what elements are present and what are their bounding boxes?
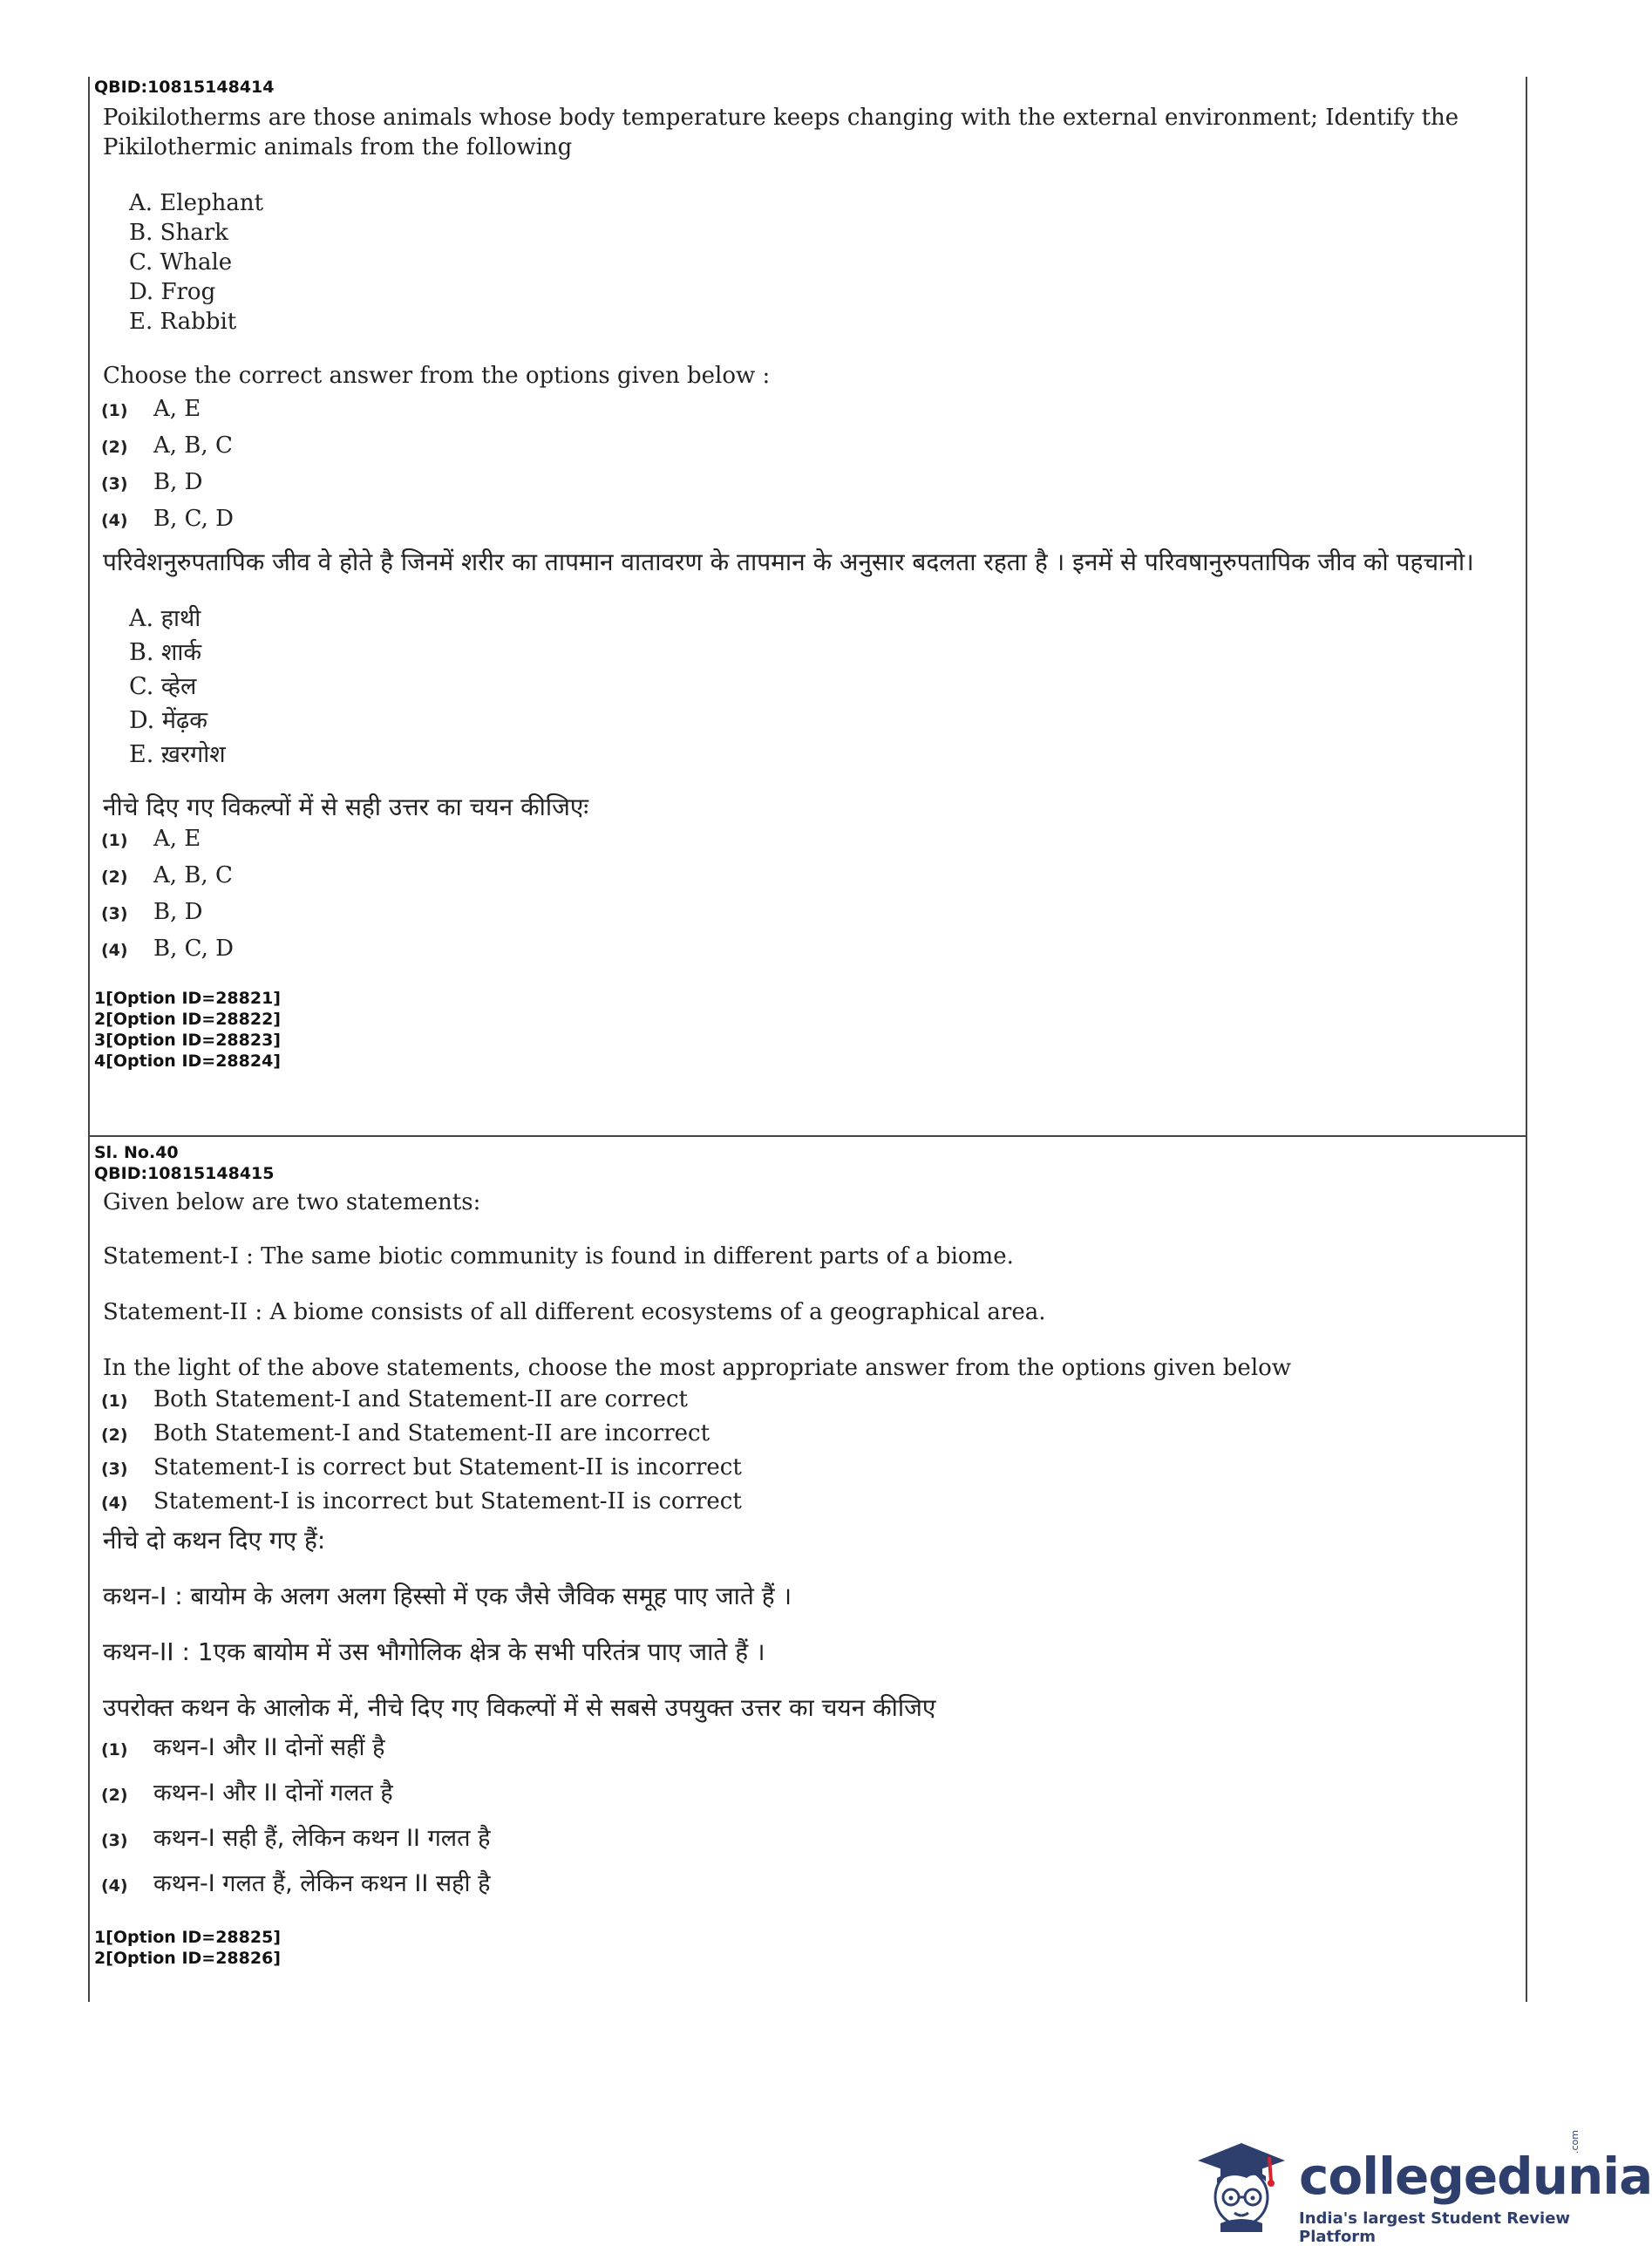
- option-4: [94, 1866, 1515, 1911]
- option-1: [94, 826, 1515, 862]
- logo-tagline: India's largest Student Review Platform: [1299, 2209, 1571, 2246]
- list-item: B. शार्क: [129, 639, 202, 666]
- option-id: 2[Option ID=28826]: [94, 1949, 281, 1968]
- list-item: E. Rabbit: [129, 309, 237, 335]
- serial-number: Sl. No.40: [94, 1143, 179, 1162]
- option-text: A, B, C: [153, 432, 233, 459]
- option-text: B, D: [153, 469, 203, 495]
- question-stem-hindi: परिवेशनुरुपतापिक जीव वे होते है जिनमें शरीर का तापमान वातावरण के तापमान के अनुसार बदलता रहता है । इनमें से परिवषानुरुपतापिक जीव को पहचानो।: [103, 548, 1474, 576]
- option-text: Statement-I is incorrect but Statement-II is correct: [153, 1488, 742, 1514]
- option-text: कथन-I गलत हैं, लेकिन कथन II सही है: [153, 1870, 491, 1897]
- list-item: C. Whale: [129, 249, 233, 276]
- option-id-list: [94, 1927, 1515, 1969]
- option-1: [94, 1386, 1515, 1420]
- student-mascot-icon: [1186, 2127, 1290, 2232]
- option-number: (2): [101, 1426, 128, 1445]
- option-3: [94, 899, 1515, 936]
- list-item: D. मेंढ़क: [129, 707, 207, 734]
- choose-instruction-english: In the light of the above statements, choose the most appropriate answer from the options given below: [103, 1355, 1292, 1381]
- option-3: [94, 1821, 1515, 1866]
- option-text: B, C, D: [153, 506, 234, 532]
- statement-2-english: Statement-II : A biome consists of all different ecosystems of a geographical area.: [103, 1299, 1046, 1325]
- option-id: 1[Option ID=28825]: [94, 1928, 281, 1947]
- option-number: (3): [101, 904, 128, 923]
- option-number: (2): [101, 868, 128, 887]
- question-block-2: [94, 1142, 1515, 1969]
- option-2: [94, 1775, 1515, 1821]
- options-english: [94, 1386, 1515, 1522]
- statement-1-hindi: कथन-I : बायोम के अलग अलग हिस्सो में एक जैसे जैविक समूह पाए जाते हैं ।: [103, 1582, 792, 1610]
- option-id: 2[Option ID=28822]: [94, 1010, 281, 1029]
- option-number: (1): [101, 831, 128, 850]
- choose-instruction-hindi: उपरोक्त कथन के आलोक में, नीचे दिए गए विकल्पों में से सबसे उपयुक्त उत्तर का चयन कीजिए: [103, 1693, 936, 1722]
- option-2: [94, 1420, 1515, 1454]
- option-id-list: [94, 988, 1515, 1072]
- option-id: 3[Option ID=28823]: [94, 1031, 281, 1050]
- option-number: (1): [101, 1392, 128, 1411]
- choose-instruction-english: Choose the correct answer from the options given below :: [103, 363, 771, 389]
- option-text: कथन-I और II दोनों सहीं है: [153, 1734, 385, 1761]
- option-1: [94, 396, 1515, 432]
- qbid: QBID:10815148414: [94, 78, 275, 97]
- option-text: B, D: [153, 899, 203, 925]
- option-4: [94, 936, 1515, 972]
- option-text: A, B, C: [153, 862, 233, 888]
- option-2: [94, 862, 1515, 899]
- option-number: (3): [101, 1460, 128, 1479]
- list-item: A. Elephant: [129, 190, 264, 216]
- options-english: [94, 396, 1515, 542]
- logo-dotcom: .com: [1569, 2130, 1581, 2154]
- frame-left-border: [88, 77, 90, 2002]
- option-number: (4): [101, 511, 128, 530]
- collegedunia-logo: [1186, 2127, 1652, 2246]
- option-number: (2): [101, 438, 128, 457]
- list-item: A. हाथी: [129, 605, 201, 632]
- option-2: [94, 432, 1515, 469]
- question-block-1: [94, 77, 1515, 1072]
- option-text: A, E: [153, 826, 201, 852]
- option-id: 1[Option ID=28821]: [94, 989, 281, 1008]
- frame-right-border: [1526, 77, 1527, 2002]
- option-number: (1): [101, 1740, 128, 1759]
- option-number: (3): [101, 474, 128, 493]
- list-item: D. Frog: [129, 279, 216, 305]
- option-text: Statement-I is correct but Statement-II is incorrect: [153, 1454, 742, 1480]
- options-hindi: [94, 1730, 1515, 1911]
- list-item: B. Shark: [129, 220, 228, 246]
- choose-instruction-hindi: नीचे दिए गए विकल्पों में से सही उत्तर का चयन कीजिएः: [103, 793, 589, 821]
- option-4: [94, 1488, 1515, 1522]
- option-text: कथन-I और II दोनों गलत है: [153, 1780, 393, 1807]
- option-number: (2): [101, 1786, 128, 1805]
- option-3: [94, 1454, 1515, 1488]
- option-number: (4): [101, 941, 128, 960]
- option-text: B, C, D: [153, 936, 234, 962]
- options-hindi: [94, 826, 1515, 972]
- statement-2-hindi: कथन-II : 1एक बायोम में उस भौगोलिक क्षेत्र के सभी परितंत्र पाए जाते हैं ।: [103, 1637, 765, 1666]
- option-number: (4): [101, 1876, 128, 1895]
- option-number: (1): [101, 401, 128, 420]
- option-text: Both Statement-I and Statement-II are correct: [153, 1386, 688, 1412]
- option-text: Both Statement-I and Statement-II are incorrect: [153, 1420, 710, 1446]
- option-number: (3): [101, 1831, 128, 1850]
- item-list-english: [129, 188, 1515, 337]
- option-1: [94, 1730, 1515, 1775]
- intro-hindi: नीचे दो कथन दिए गए हैं:: [103, 1526, 326, 1555]
- option-text: कथन-I सही हैं, लेकिन कथन II गलत है: [153, 1825, 491, 1852]
- statement-1-english: Statement-I : The same biotic community is found in different parts of a biome.: [103, 1243, 1014, 1269]
- qbid: QBID:10815148415: [94, 1164, 275, 1183]
- option-text: A, E: [153, 396, 201, 422]
- option-4: [94, 506, 1515, 542]
- intro-english: Given below are two statements:: [103, 1189, 481, 1215]
- list-item: E. ख़रगोश: [129, 741, 226, 768]
- option-id: 4[Option ID=28824]: [94, 1052, 281, 1071]
- question-stem-english: Poikilotherms are those animals whose body temperature keeps changing with the external environment; Identify the Pikilothermic animals from the following: [103, 105, 1459, 160]
- list-item: C. व्हेल: [129, 673, 197, 700]
- item-list-hindi: [129, 602, 1515, 772]
- option-number: (4): [101, 1494, 128, 1513]
- option-3: [94, 469, 1515, 506]
- question-divider: [88, 1135, 1527, 1137]
- logo-wordmark: collegedunia: [1299, 2147, 1652, 2206]
